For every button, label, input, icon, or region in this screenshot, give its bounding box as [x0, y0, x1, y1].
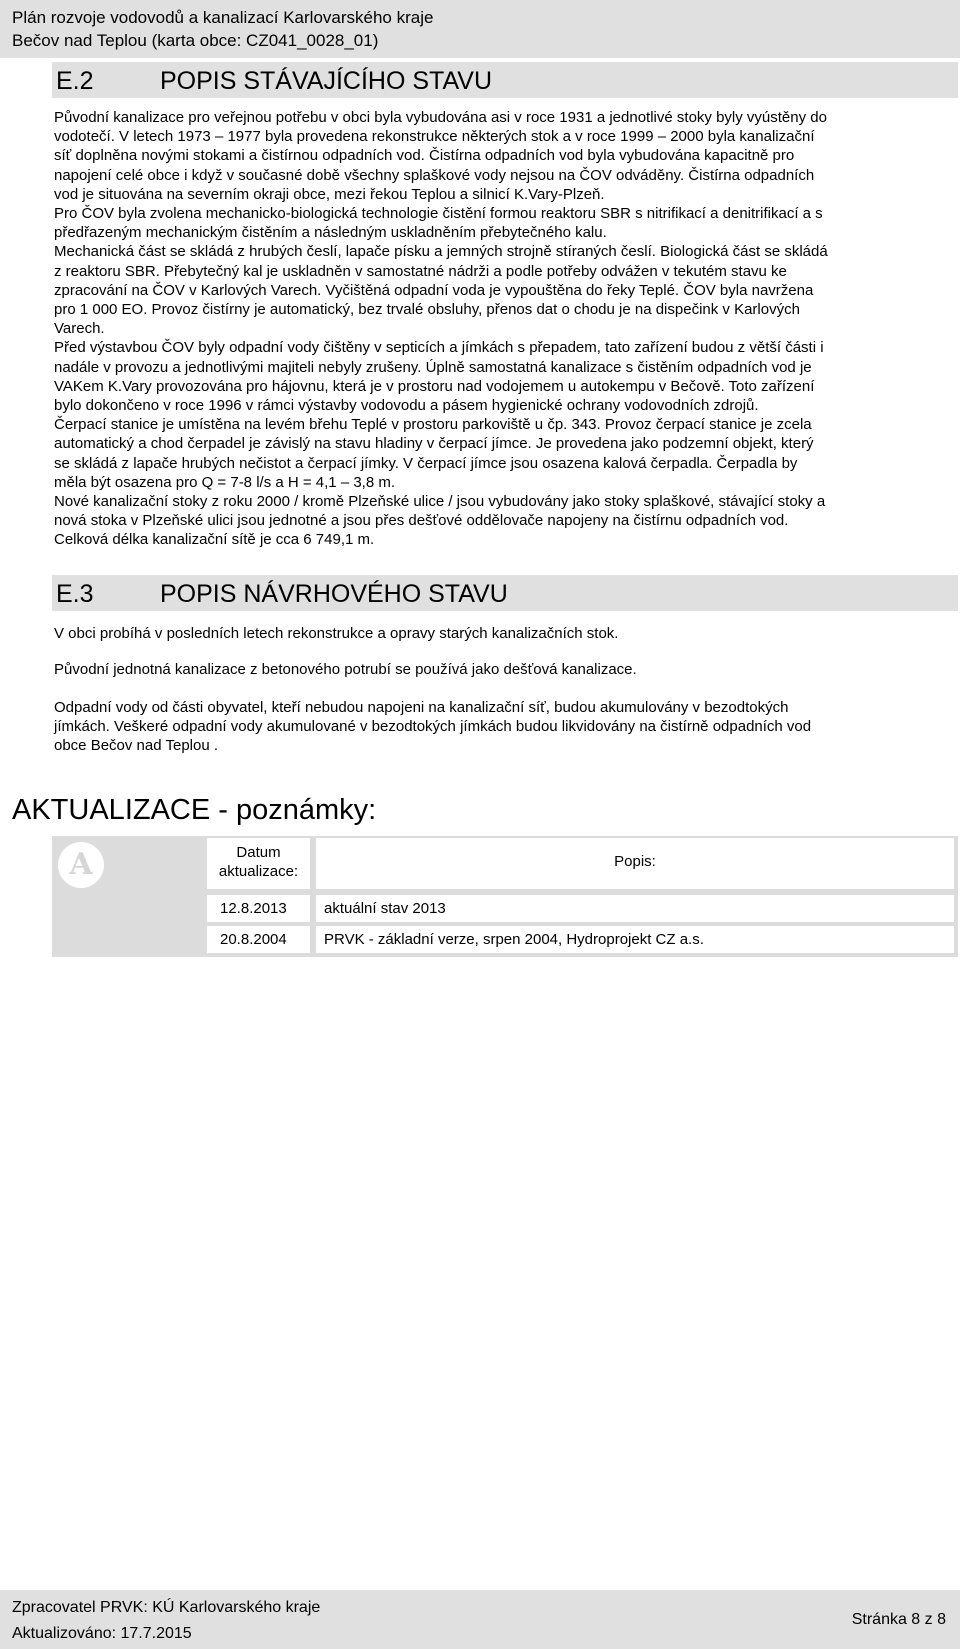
column-header-description-label: Popis: — [614, 853, 656, 870]
section-e3-paragraph-1: V obci probíhá v posledních letech rekonstrukce a opravy starých kanalizačních stok. — [54, 625, 619, 642]
column-header-date-label: Datum aktualizace: — [218, 844, 299, 880]
section-e3-heading — [52, 575, 958, 611]
page-footer — [0, 1590, 960, 1649]
update-logo-icon — [58, 842, 104, 888]
page-header — [0, 0, 960, 58]
updates-heading: AKTUALIZACE - poznámky: — [12, 794, 377, 826]
row-date: 12.8.2013 — [220, 900, 287, 917]
section-e3-paragraph-2: Původní jednotná kanalizace z betonového potrubí se používá jako dešťová kanalizace. — [54, 661, 637, 678]
section-e2-text: Původní kanalizace pro veřejnou potřebu v obci byla vybudována asi v roce 1931 a jednotlivé stoky byly vyústěny do vodotečí. V letech 1973 – 1977 byla provedena rekonstrukce některých stok a v roce 1999 – 2000 byla kanalizační síť doplněna novými stokami a čistírnou odpadních vod. Čistírna odpadních vod byla vybudována kapacitně pro napojení celé obce i když v současné době všechny splaškové vody nejsou na ČOV odváděny. Čistírna odpadních vod je situována na severním okraji obce, mezi řekou Teplou a silnicí K.Vary-Plzeň. Pro ČOV byla zvolena mechanicko-biologická technologie čistění formou reaktoru SBR s nitrifikací a denitrifikací a s předřazeným mechanickým čistěním a následným uskladněním přebytečného kalu. Mechanická část se skládá z hrubých česlí, lapače písku a jemných strojně stíraných česlí. Biologická část se skládá z reaktoru SBR. Přebytečný kal je uskladněn v samostatné nádrži a podle potřeby odvážen v tekutém stavu ke zpracování na ČOV v Karlových Varech. Vyčištěná odpadní voda je vypouštěna do řeky Teplé. ČOV byla navržena pro 1 000 EO. Provoz čistírny je automatický, bez trvalé obsluhy, přenos dat o chodu je na dispečink v Karlových Varech. Před výstavbou ČOV byly odpadní vody čištěny v septicích a jímkách s přepadem, tato zařízení budou z větší části i nadále v provozu a jednotlivými majiteli nebyly zrušeny. Úplně samostatná kanalizace s čistěním odpadních vod je VAKem K.Vary provozována pro hájovnu, která je v prostoru nad vodojemem u autokempu v Bečově. Toto zařízení bylo dokončeno v roce 1996 v rámci výstavby vodovodu a pásem hygienické ochrany vodovodních zdrojů. Čerpací stanice je umístěna na levém břehu Teplé v prostoru parkoviště u čp. 343. Provoz čerpací stanice je zcela automatický a chod čerpadel je závislý na stavu hladiny v čerpací jímce. Je provedena jako podzemní objekt, který se skládá z lapače hrubých nečistot a čerpací jímky. V čerpací jímce jsou osazena kalová čerpadla. Čerpadla by měla být osazena pro Q = 7-8 l/s a H = 4,1 – 3,8 m. Nové kanalizační stoky z roku 2000 / kromě Plzeňské ulice / jsou vybudovány jako stoky splaškové, stávající stoky a nová stoka v Plzeňské ulici jsou jednotné a jsou přes dešťové oddělovače napojeny na čistírnu odpadních vod. Celková délka kanalizační sítě je cca 6 749,1 m. — [54, 109, 828, 549]
table-row-date — [207, 895, 310, 922]
row-description: aktuální stav 2013 — [324, 900, 446, 917]
section-e3-number: E.3 — [56, 580, 94, 608]
row-date: 20.8.2004 — [220, 931, 287, 948]
section-e2-number: E.2 — [56, 67, 94, 95]
section-e3-paragraph-3: Odpadní vody od části obyvatel, kteří nebudou napojeni na kanalizační síť, budou akumulovány v bezodtokých jímkách. Veškeré odpadní vody akumulované v bezodtokých jímkách budou likvidovány na čistírně odpadních vod obce Bečov nad Teplou . — [54, 699, 812, 755]
column-header-date — [207, 838, 310, 889]
header-municipality: Bečov nad Teplou (karta obce: CZ041_0028_01) — [12, 31, 379, 50]
update-logo-letter: A — [69, 847, 93, 882]
table-row-description — [316, 926, 954, 953]
updates-table — [52, 836, 958, 957]
footer-updated: Aktualizováno: 17.7.2015 — [12, 1625, 192, 1642]
footer-author: Zpracovatel PRVK: KÚ Karlovarského kraje — [12, 1599, 321, 1616]
row-description: PRVK - základní verze, srpen 2004, Hydroprojekt CZ a.s. — [324, 931, 704, 948]
section-e3-title: POPIS NÁVRHOVÉHO STAVU — [160, 580, 508, 608]
column-header-description — [316, 838, 954, 889]
footer-page-number: Stránka 8 z 8 — [851, 1611, 946, 1628]
section-e2-title: POPIS STÁVAJÍCÍHO STAVU — [160, 67, 493, 95]
table-row-date — [207, 926, 310, 953]
header-plan-title: Plán rozvoje vodovodů a kanalizací Karlovarského kraje — [12, 8, 434, 27]
table-row-description — [316, 895, 954, 922]
section-e2-heading — [52, 62, 958, 98]
